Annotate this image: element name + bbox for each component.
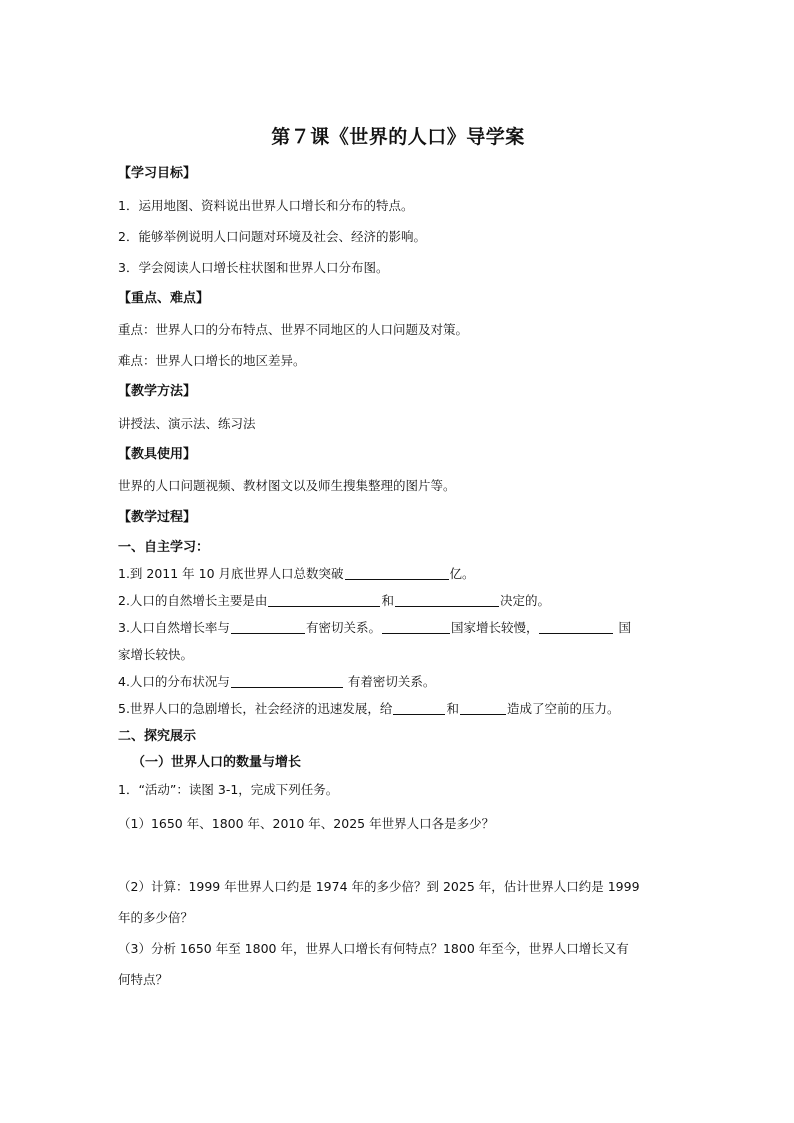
question-text: 造成了空前的压力。 bbox=[506, 701, 620, 716]
question-text: 亿。 bbox=[449, 566, 475, 581]
answer-blank[interactable] bbox=[231, 675, 343, 688]
self-study-question-2 bbox=[118, 593, 550, 609]
methods-text: 讲授法、演示法、练习法 bbox=[118, 416, 256, 431]
difficult-point-text: 难点：世界人口增长的地区差异。 bbox=[118, 353, 306, 368]
tools-heading: 【教具使用】 bbox=[118, 447, 197, 462]
objective-item-3: 3．学会阅读人口增长柱状图和世界人口分布图。 bbox=[118, 260, 389, 275]
answer-blank[interactable] bbox=[460, 702, 506, 715]
question-text: 国 bbox=[618, 620, 631, 635]
question-text: 国家增长较慢， bbox=[450, 620, 539, 635]
self-study-question-5 bbox=[118, 701, 619, 717]
explore-question-2-line-2: 年的多少倍？ bbox=[118, 910, 194, 925]
objective-item-1: 1．运用地图、资料说出世界人口增长和分布的特点。 bbox=[118, 198, 414, 213]
explore-question-2-line-1: （2）计算：1999 年世界人口约是 1974 年的多少倍？到 2025 年，估计世界人口约是 1999 bbox=[118, 879, 640, 894]
process-heading: 【教学过程】 bbox=[118, 510, 197, 525]
explore-heading: 二、探究展示 bbox=[118, 729, 197, 744]
answer-blank[interactable] bbox=[345, 567, 449, 580]
key-point-text: 重点：世界人口的分布特点、世界不同地区的人口问题及对策。 bbox=[118, 322, 469, 337]
answer-blank[interactable] bbox=[382, 621, 450, 634]
activity-instruction: 1．“活动”：读图 3-1，完成下列任务。 bbox=[118, 782, 339, 797]
question-text: 3.人口自然增长率与 bbox=[118, 620, 230, 635]
self-study-question-3 bbox=[118, 620, 631, 636]
explore-question-3-line-1: （3）分析 1650 年至 1800 年，世界人口增长有何特点？1800 年至今，世界人口增长又有 bbox=[118, 941, 629, 956]
objective-item-2: 2．能够举例说明人口问题对环境及社会、经济的影响。 bbox=[118, 229, 426, 244]
objectives-heading: 【学习目标】 bbox=[118, 166, 197, 181]
answer-blank[interactable] bbox=[539, 621, 613, 634]
question-text: 5.世界人口的急剧增长，社会经济的迅速发展，给 bbox=[118, 701, 393, 716]
methods-heading: 【教学方法】 bbox=[118, 384, 197, 399]
question-text: 和 bbox=[381, 593, 394, 608]
question-text: 和 bbox=[446, 701, 459, 716]
question-text: 有密切关系。 bbox=[305, 620, 381, 635]
answer-blank[interactable] bbox=[268, 594, 380, 607]
question-text: 有着密切关系。 bbox=[347, 674, 436, 689]
question-text: 4.人口的分布状况与 bbox=[118, 674, 230, 689]
tools-text: 世界的人口问题视频、教材图文以及师生搜集整理的图片等。 bbox=[118, 478, 456, 493]
explore-question-1: （1）1650 年、1800 年、2010 年、2025 年世界人口各是多少？ bbox=[118, 816, 495, 831]
question-text: 2.人口的自然增长主要是由 bbox=[118, 593, 268, 608]
explore-subheading: （一）世界人口的数量与增长 bbox=[132, 755, 302, 770]
key-points-heading: 【重点、难点】 bbox=[118, 291, 210, 306]
self-study-question-1 bbox=[118, 566, 475, 582]
document-title: 第７课《世界的人口》导学案 bbox=[271, 126, 525, 148]
self-study-heading: 一、自主学习： bbox=[118, 540, 210, 555]
answer-blank[interactable] bbox=[393, 702, 445, 715]
answer-blank[interactable] bbox=[395, 594, 499, 607]
answer-blank[interactable] bbox=[231, 621, 305, 634]
explore-question-3-line-2: 何特点？ bbox=[118, 972, 169, 987]
question-text: 决定的。 bbox=[499, 593, 550, 608]
question-text: 1.到 2011 年 10 月底世界人口总数突破 bbox=[118, 566, 344, 581]
self-study-question-3-cont: 家增长较快。 bbox=[118, 647, 194, 662]
self-study-question-4 bbox=[118, 674, 435, 690]
